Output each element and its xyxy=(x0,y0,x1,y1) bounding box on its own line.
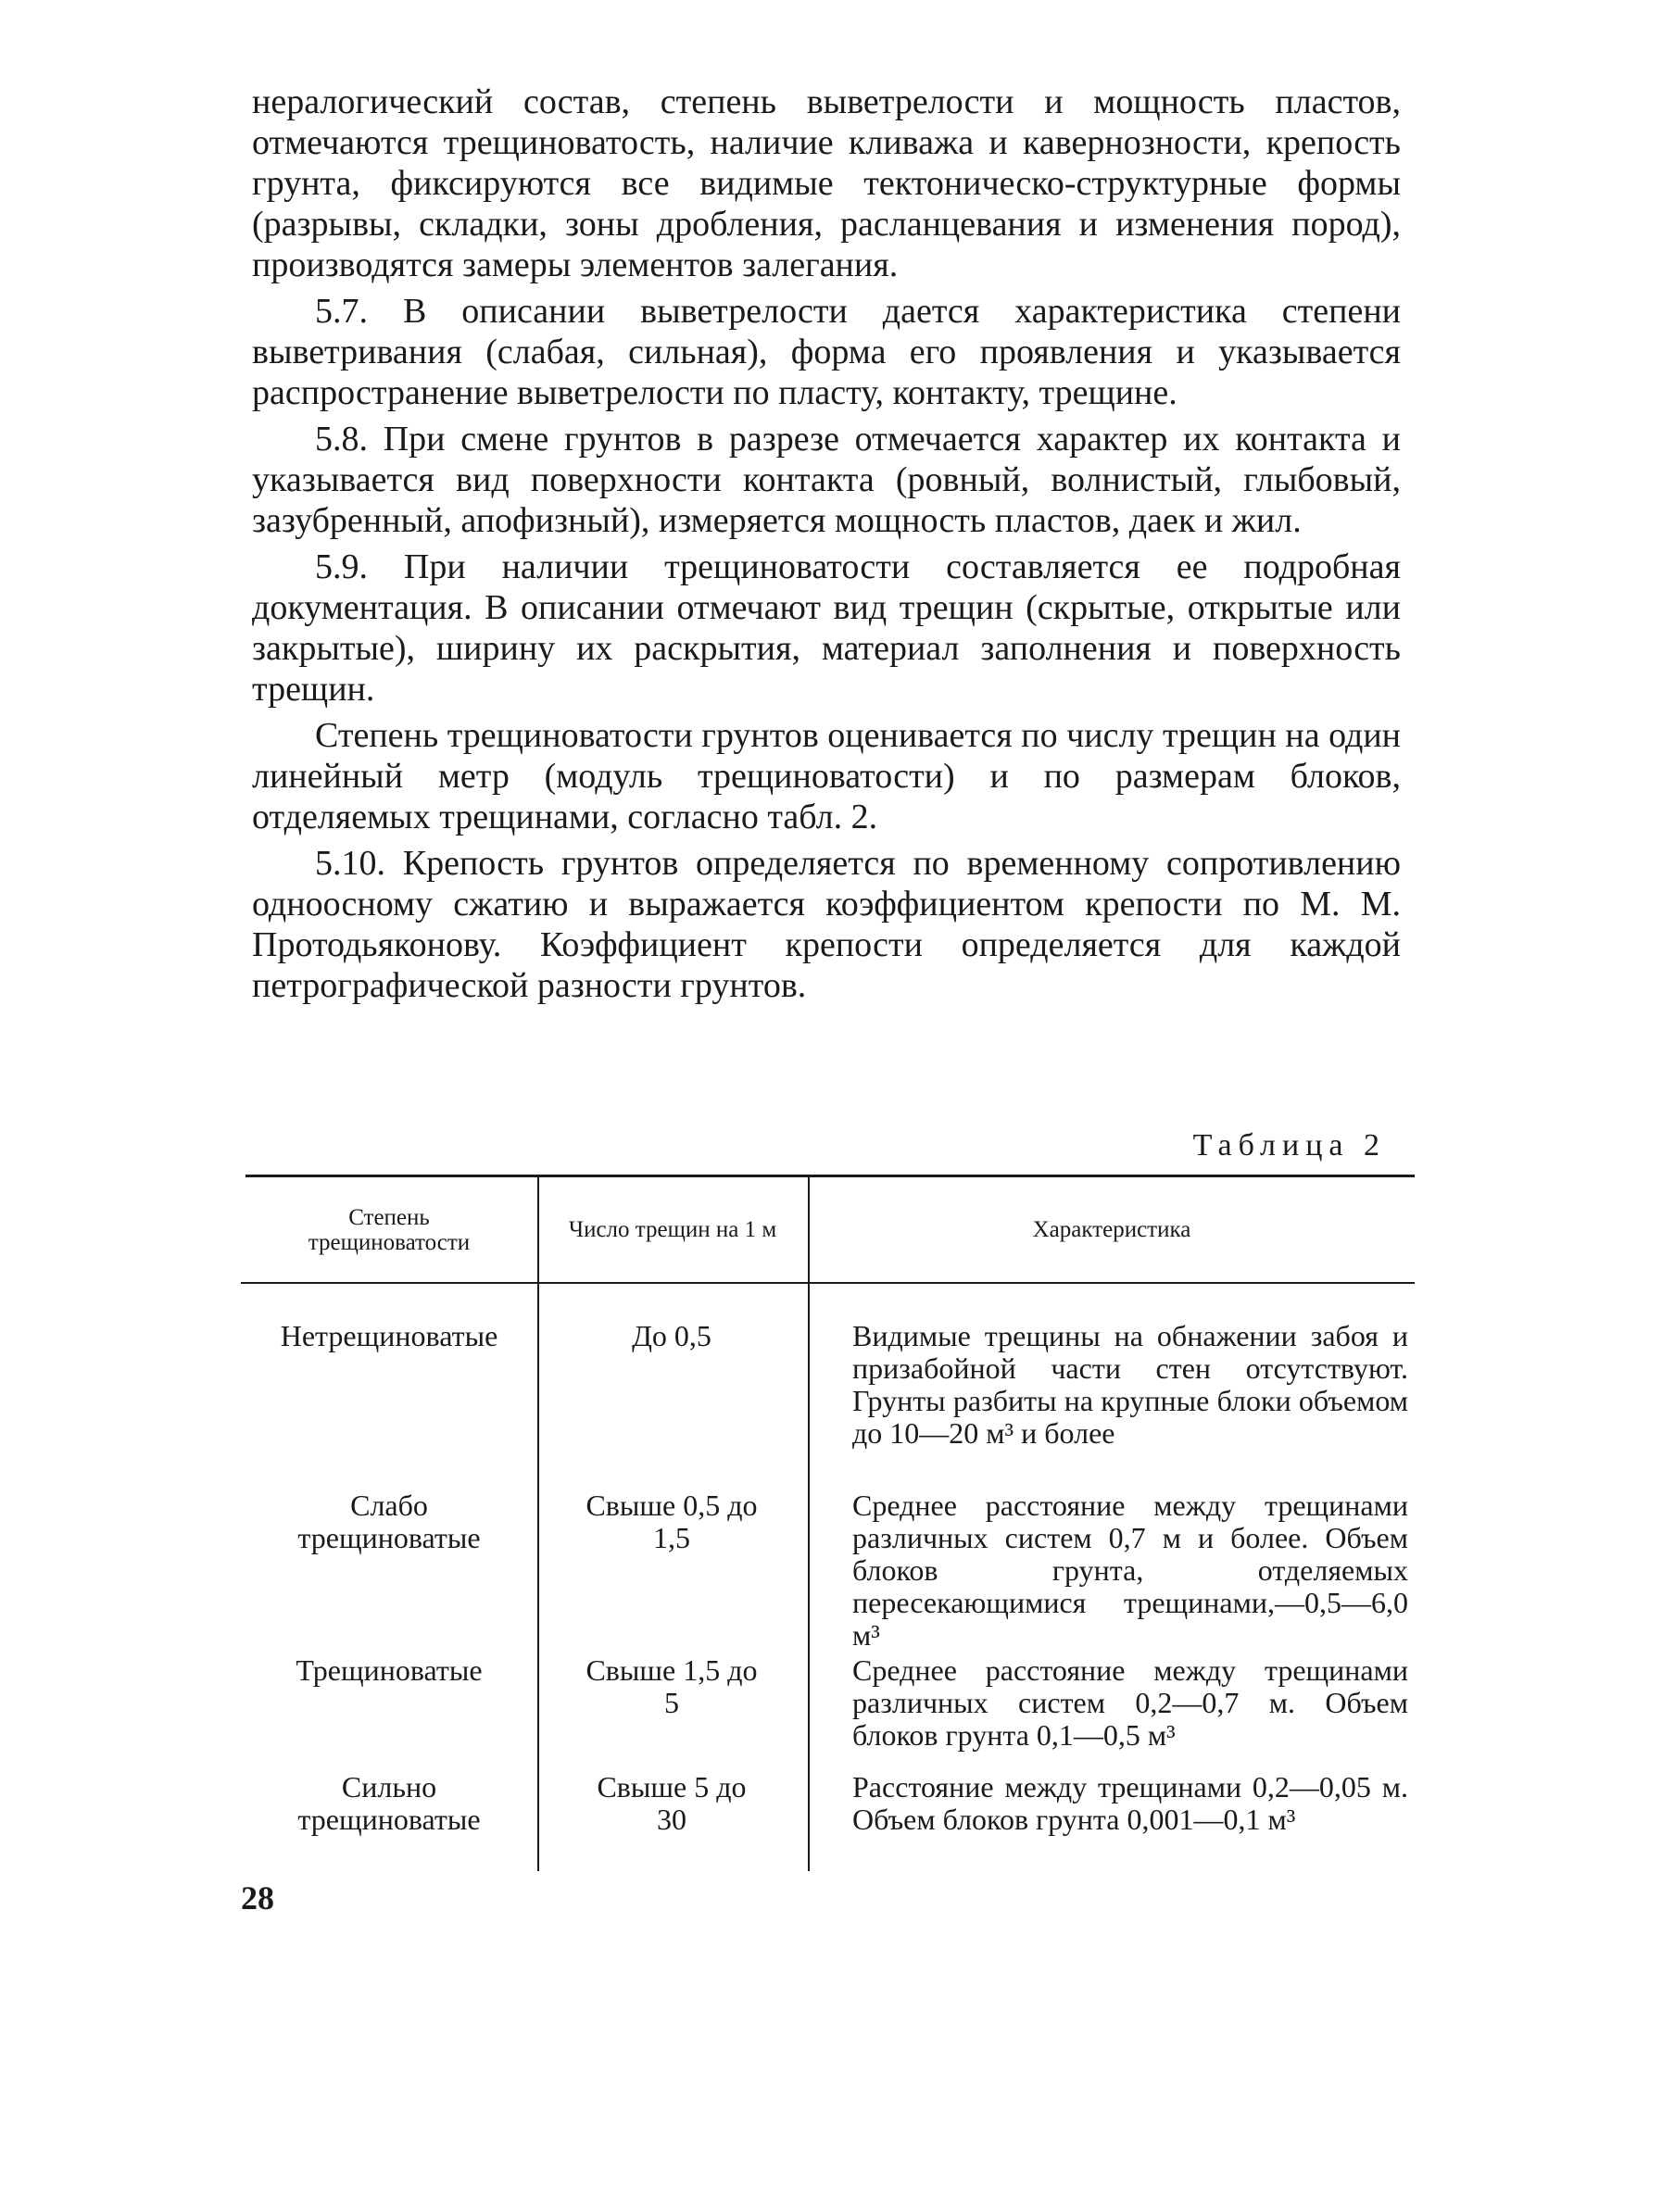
row3-count: Свыше 1,5 до 5 xyxy=(585,1653,758,1719)
row1-count: До 0,5 xyxy=(632,1319,711,1352)
table-header-rule xyxy=(241,1282,1415,1284)
row2-count: Свыше 0,5 до 1,5 xyxy=(585,1489,758,1554)
header-divider-2 xyxy=(808,1177,810,1282)
paragraph-5-9: 5.9. При наличии трещиноватости составляется ее подробная документация. В описании отмечают вид трещин (скрытые, открытые или закрытые), ширину их раскрытия, материал заполнения и поверхность трещин. xyxy=(252,547,1401,709)
row2-degree: Слабо трещиноватые xyxy=(297,1489,481,1554)
row4-degree: Сильно трещиноватые xyxy=(297,1770,481,1836)
table-caption: Таблица 2 xyxy=(1192,1128,1386,1163)
paragraph-continuation: нералогический состав, степень выветрелости и мощность пластов, отмечаются трещиноватость, наличие кливажа и кавернозности, крепость грунта, фиксируются все видимые тектоническо-структурные формы (разрывы, складки, зоны дробления, расланцевания и изменения пород), производятся замеры элементов залегания. xyxy=(252,82,1401,284)
row4-count: Свыше 5 до 30 xyxy=(597,1770,747,1836)
paragraph-5-10: 5.10. Крепость грунтов определяется по временному сопротивлению одноосному сжатию и выражается коэффициентом крепости по М. М. Протодьяконову. Коэффициент крепости определяется для каждой петрографической разности грунтов. xyxy=(252,844,1401,1005)
row3-characteristic: Среднее расстояние между трещинами различных систем 0,2—0,7 м. Объем блоков грунта 0,1—0,5 м³ xyxy=(852,1653,1408,1752)
header-characteristic: Характеристика xyxy=(1032,1217,1191,1242)
row1-characteristic: Видимые трещины на обнажении забоя и призабойной части стен отсутствуют. Грунты разбиты на крупные блоки объемом до 10—20 м³ и более xyxy=(852,1319,1408,1450)
row4-characteristic: Расстояние между трещинами 0,2—0,05 м. Объем блоков грунта 0,001—0,1 м³ xyxy=(852,1770,1408,1836)
header-divider-1 xyxy=(537,1177,539,1282)
body-divider-2 xyxy=(808,1284,810,1871)
row3-degree: Трещиноватые xyxy=(296,1653,483,1687)
row2-characteristic: Среднее расстояние между трещинами различных систем 0,7 м и более. Объем блоков грунта, отделяемых пересекающимися трещинами,—0,5—6,0 м³ xyxy=(852,1489,1408,1652)
body-text xyxy=(252,82,1401,1006)
table-top-rule xyxy=(246,1175,1415,1177)
body-divider-1 xyxy=(537,1284,539,1871)
paragraph-5-8: 5.8. При смене грунтов в разрезе отмечается характер их контакта и указывается вид поверхности контакта (ровный, волнистый, глыбовый, зазубренный, апофизный), измеряется мощность пластов, даек и жил. xyxy=(252,420,1401,540)
page-number: 28 xyxy=(241,1879,274,1917)
paragraph-fracture-degree: Степень трещиноватости грунтов оценивается по числу трещин на один линейный метр (модуль трещиноватости) и по размерам блоков, отделяемых трещинами, согласно табл. 2. xyxy=(252,716,1401,836)
paragraph-5-7: 5.7. В описании выветрелости дается характеристика степени выветривания (слабая, сильная), форма его проявления и указывается распространение выветрелости по пласту, контакту, трещине. xyxy=(252,292,1401,412)
row1-degree: Нетрещиноватые xyxy=(280,1319,498,1352)
header-fracture-degree: Степень трещиноватости xyxy=(308,1204,471,1255)
header-crack-count: Число трещин на 1 м xyxy=(568,1217,777,1242)
